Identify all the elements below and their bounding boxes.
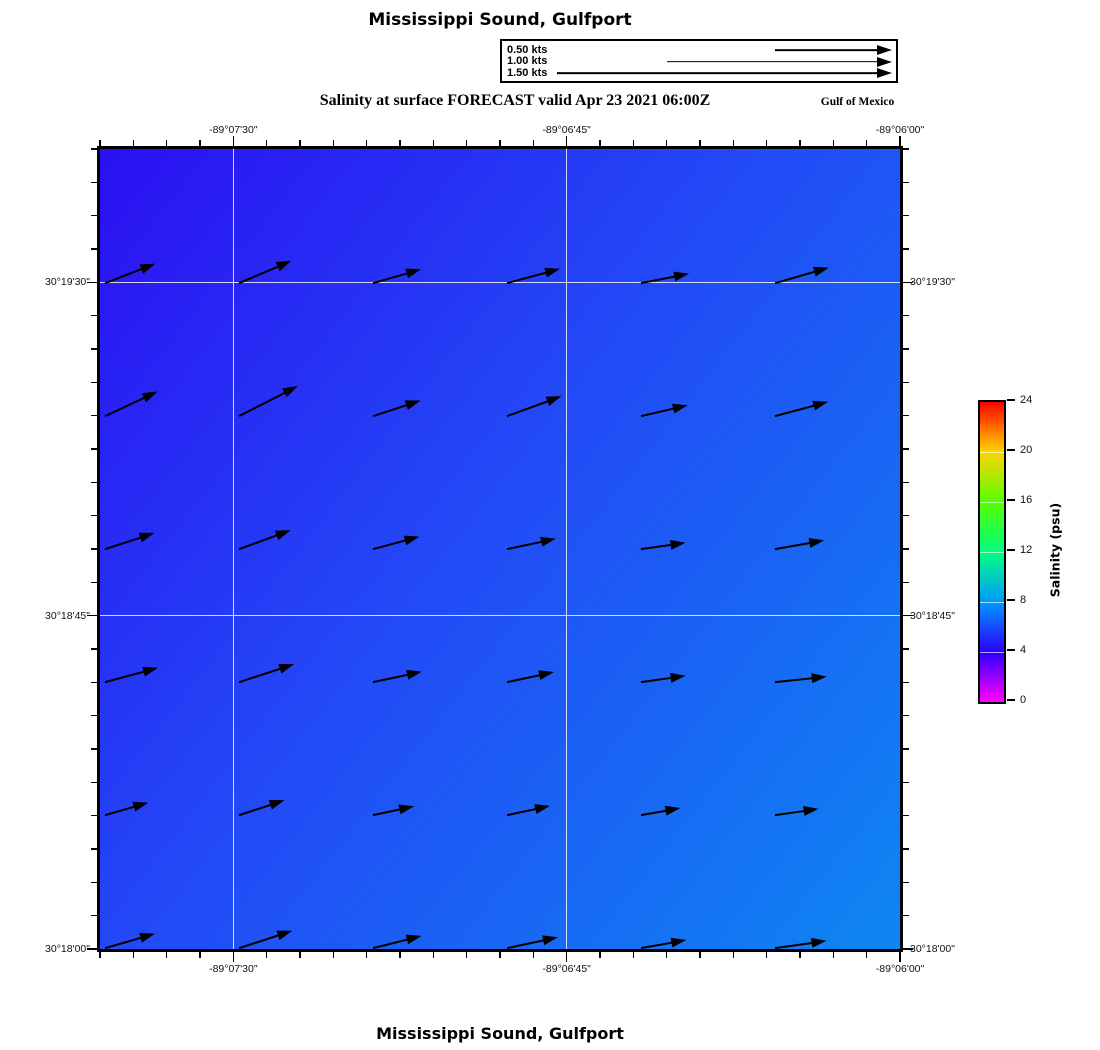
lat-axis-label: 30°18'00" (910, 943, 955, 955)
arrow-head (811, 672, 827, 684)
axis-tick (899, 136, 901, 146)
colorbar-gridline (980, 602, 1004, 603)
colorbar-gridline (980, 452, 1004, 453)
axis-tick (903, 682, 909, 684)
axis-tick (903, 748, 909, 750)
axis-tick (866, 952, 868, 958)
axis-tick (903, 882, 909, 884)
axis-tick (299, 952, 301, 958)
colorbar-tick (1007, 649, 1015, 651)
axis-tick (666, 140, 668, 146)
axis-tick (903, 448, 909, 450)
legend-scale-arrow (775, 45, 892, 55)
top-title: Mississippi Sound, Gulfport (368, 10, 632, 30)
axis-tick (903, 348, 909, 350)
current-speed-scale-legend (500, 39, 898, 83)
axis-tick (733, 952, 735, 958)
colorbar-gridline (980, 652, 1004, 653)
arrow-head (803, 804, 819, 816)
colorbar-gridline (980, 552, 1004, 553)
axis-tick (903, 482, 909, 484)
lon-axis-label: -89°06'00" (875, 963, 925, 975)
axis-tick (903, 382, 909, 384)
colorbar (978, 400, 1006, 704)
arrow-head (670, 671, 686, 683)
axis-tick (903, 182, 909, 184)
bottom-title: Mississippi Sound, Gulfport (376, 1024, 624, 1043)
axis-tick (99, 140, 101, 146)
axis-tick (903, 582, 909, 584)
axis-tick (699, 140, 701, 146)
axis-tick (91, 748, 97, 750)
arrow-shaft (775, 49, 881, 51)
colorbar-tick-label: 24 (1020, 393, 1033, 406)
axis-tick (366, 952, 368, 958)
arrow-head (811, 936, 827, 948)
axis-tick (899, 952, 901, 962)
axis-tick (499, 140, 501, 146)
axis-tick (399, 952, 401, 958)
lon-axis-label: -89°06'00" (875, 124, 925, 136)
lat-axis-label: 30°19'30" (910, 276, 955, 289)
legend-entry-label: 1.50 kts (507, 66, 548, 79)
axis-tick (666, 952, 668, 958)
colorbar-tick-label: 16 (1020, 493, 1033, 506)
axis-tick (333, 952, 335, 958)
axis-tick (199, 140, 201, 146)
axis-tick (91, 248, 97, 250)
axis-tick (599, 140, 601, 146)
axis-tick (91, 382, 97, 384)
axis-tick (91, 648, 97, 650)
legend-entry-label: 0.50 kts (507, 43, 548, 56)
axis-tick (833, 952, 835, 958)
axis-tick (199, 952, 201, 958)
axis-tick (91, 782, 97, 784)
arrow-shaft (775, 677, 816, 683)
axis-tick (903, 715, 909, 717)
axis-tick (91, 182, 97, 184)
axis-tick (799, 140, 801, 146)
axis-tick (91, 215, 97, 217)
colorbar-tick-label: 0 (1020, 693, 1027, 706)
axis-tick (266, 140, 268, 146)
axis-tick (903, 548, 909, 550)
axis-tick (91, 915, 97, 917)
axis-tick (299, 140, 301, 146)
axis-tick (91, 148, 97, 150)
lon-axis-label: -89°06'45" (542, 963, 591, 975)
axis-tick (399, 140, 401, 146)
axis-tick (91, 815, 97, 817)
axis-tick (91, 582, 97, 584)
axis-tick (903, 148, 909, 150)
axis-tick (903, 515, 909, 517)
legend-entry-label: 1.00 kts (507, 55, 548, 67)
colorbar-tick (1007, 549, 1015, 551)
axis-tick (903, 215, 909, 217)
axis-tick (91, 682, 97, 684)
basin-label: Gulf of Mexico (820, 96, 895, 108)
colorbar-title: Salinity (psu) (1047, 502, 1063, 598)
colorbar-tick (1007, 399, 1015, 401)
axis-tick (266, 952, 268, 958)
axis-tick (433, 952, 435, 958)
axis-tick (733, 140, 735, 146)
arrow-shaft (641, 941, 676, 949)
axis-tick (91, 548, 97, 550)
axis-tick (903, 415, 909, 417)
axis-tick (633, 952, 635, 958)
axis-tick (333, 140, 335, 146)
axis-tick (903, 315, 909, 317)
axis-tick (466, 952, 468, 958)
axis-tick (91, 848, 97, 850)
axis-tick (599, 952, 601, 958)
legend-scale-arrow (667, 57, 892, 67)
lon-gridline (566, 149, 568, 949)
axis-tick (99, 952, 101, 958)
arrow-head (670, 538, 686, 550)
colorbar-tick (1007, 599, 1015, 601)
colorbar-tick (1007, 499, 1015, 501)
axis-tick (91, 348, 97, 350)
arrow-head (877, 57, 892, 67)
axis-tick (903, 782, 909, 784)
axis-tick (233, 952, 235, 962)
lat-axis-label: 30°18'45" (45, 609, 90, 622)
colorbar-gridline (980, 502, 1004, 503)
axis-tick (91, 448, 97, 450)
lon-axis-label: -89°07'30" (209, 963, 258, 975)
axis-tick (833, 140, 835, 146)
lat-axis-label: 30°18'00" (45, 943, 90, 955)
axis-tick (233, 136, 235, 146)
axis-tick (166, 952, 168, 958)
axis-tick (166, 140, 168, 146)
axis-tick (799, 952, 801, 958)
lat-axis-label: 30°18'45" (910, 609, 955, 622)
legend-scale-arrow (557, 68, 892, 78)
colorbar-tick-label: 4 (1020, 643, 1027, 656)
axis-tick (499, 952, 501, 958)
axis-tick (91, 415, 97, 417)
axis-tick (866, 140, 868, 146)
lon-gridline (233, 149, 235, 949)
arrow-shaft (557, 72, 881, 74)
axis-tick (633, 140, 635, 146)
axis-tick (91, 882, 97, 884)
axis-tick (433, 140, 435, 146)
colorbar-tick-label: 8 (1020, 593, 1027, 606)
axis-tick (903, 815, 909, 817)
colorbar-tick-label: 20 (1020, 443, 1033, 456)
axis-tick (766, 140, 768, 146)
axis-tick (566, 952, 568, 962)
axis-tick (903, 248, 909, 250)
lon-axis-label: -89°06'45" (542, 124, 591, 136)
axis-tick (133, 140, 135, 146)
axis-tick (766, 952, 768, 958)
axis-tick (91, 715, 97, 717)
axis-tick (533, 140, 535, 146)
axis-tick (566, 136, 568, 146)
axis-tick (903, 915, 909, 917)
axis-tick (91, 315, 97, 317)
arrow-head (877, 68, 892, 78)
axis-tick (699, 952, 701, 958)
lon-axis-label: -89°07'30" (209, 124, 258, 136)
axis-tick (91, 482, 97, 484)
axis-tick (903, 648, 909, 650)
arrow-head (877, 45, 892, 55)
axis-tick (466, 140, 468, 146)
lat-axis-label: 30°19'30" (45, 276, 90, 289)
axis-tick (133, 952, 135, 958)
axis-tick (903, 848, 909, 850)
arrow-shaft (775, 941, 816, 948)
forecast-subtitle: Salinity at surface FORECAST valid Apr 23 2021 06:00Z (319, 92, 711, 109)
axis-tick (533, 952, 535, 958)
axis-tick (366, 140, 368, 146)
colorbar-tick-label: 12 (1020, 543, 1033, 556)
lat-gridline (100, 615, 900, 617)
colorbar-tick (1007, 449, 1015, 451)
colorbar-tick (1007, 699, 1015, 701)
arrow-shaft (667, 61, 881, 63)
axis-tick (91, 515, 97, 517)
